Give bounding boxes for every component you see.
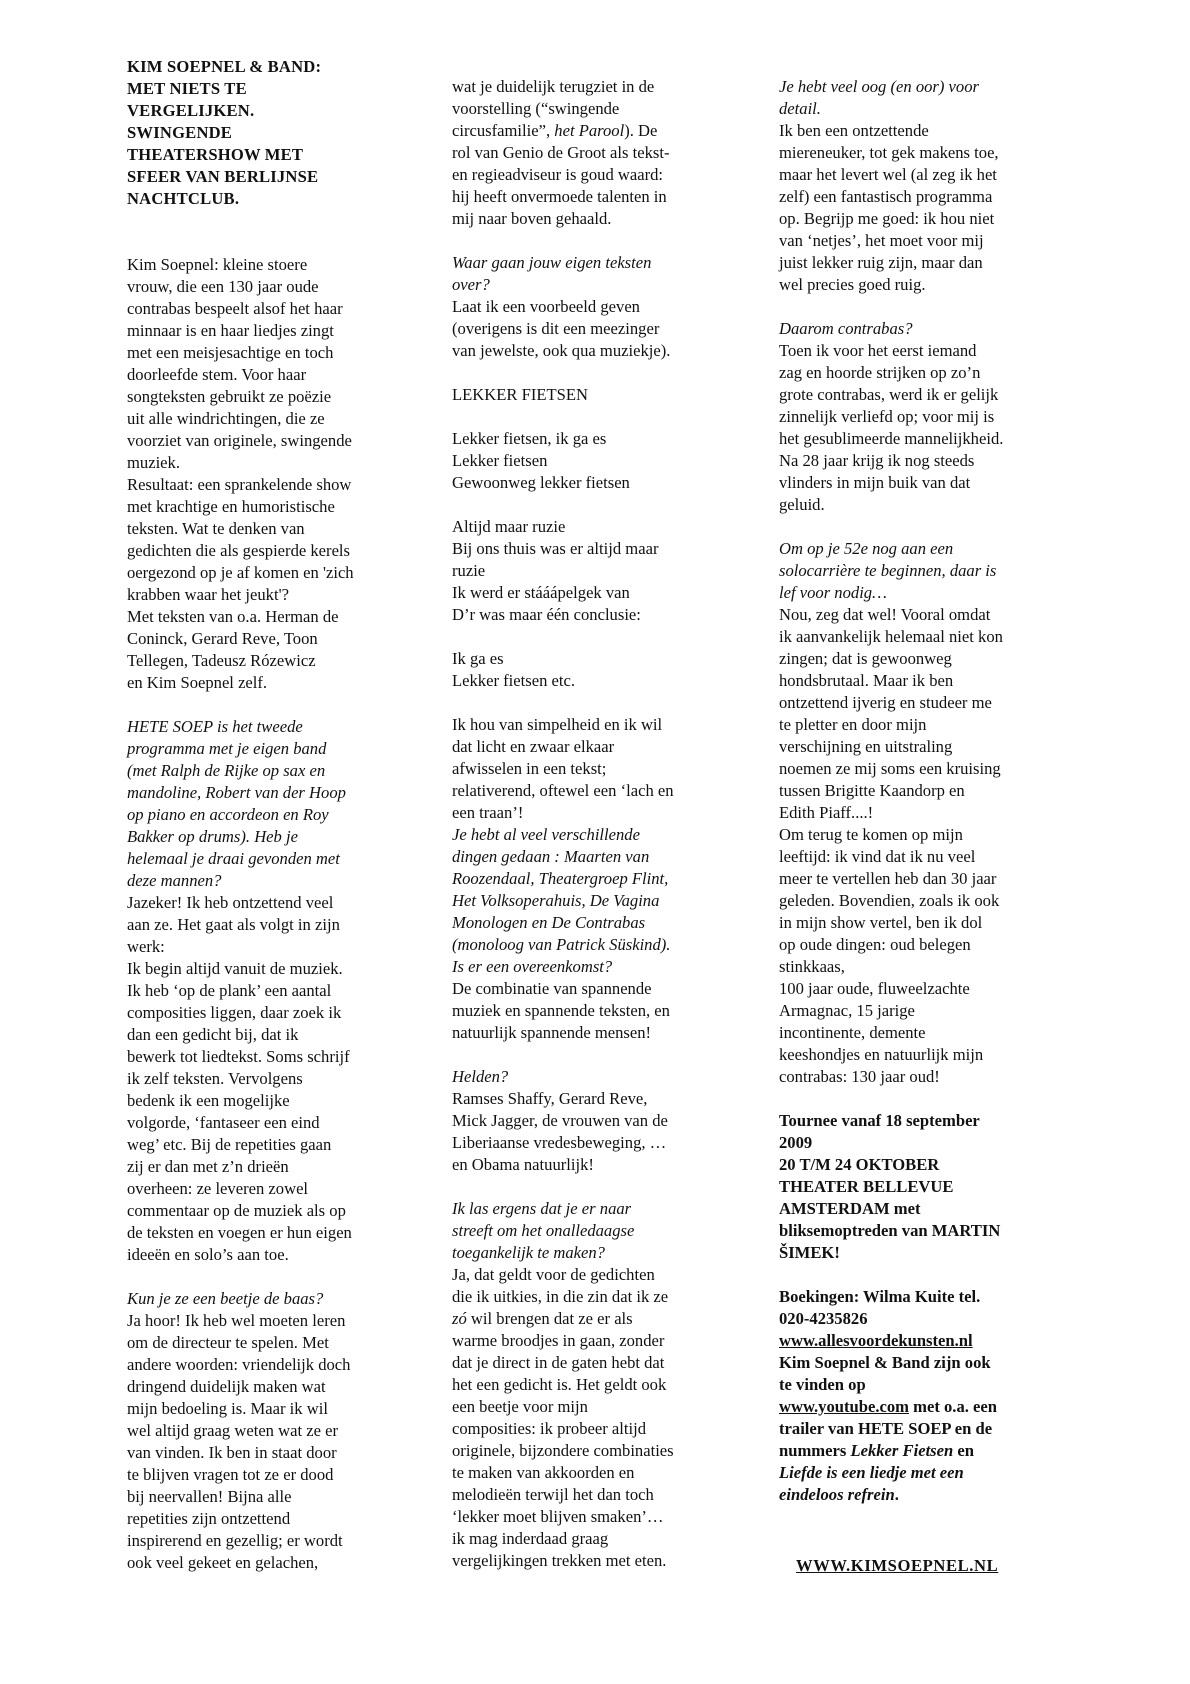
- song-name-1: Lekker Fietsen: [850, 1441, 954, 1460]
- answer-boss: Ja hoor! Ik heb wel moeten leren om de directeur te spelen. Met andere woorden: vriendelijk doch dringend duidelijk maken wat mijn bedoeling is. Maar ik wil wel altijd graag weten wat ze er van vinden. Ik ben in staat door te blijven vragen tot ze er dood bij neervallen! Bijna alle repetities zijn ontzettend inspirerend en gezellig; er wordt ook veel gekeet en gelachen,: [127, 1311, 351, 1572]
- column-3: [779, 76, 1051, 1506]
- simplicity-paragraph: Ik hou van simpelheid en ik wil dat licht en zwaar elkaar afwisselen in een tekst; relativerend, oftewel een ‘lach en een traan’!: [452, 715, 674, 822]
- question-band: HETE SOEP is het tweede programma met je eigen band (met Ralph de Rijke op sax en mandoline, Robert van der Hoop op piano en accordeon en Roy Bakker op drums). Heb je helemaal je draai gevonden met deze mannen?: [127, 717, 346, 890]
- question-projects: Je hebt al veel verschillende dingen gedaan : Maarten van Roozendaal, Theatergroep Flint, Het Volksoperahuis, De Vagina Monologen en De Contrabas (monoloog van Patrick Süskind). Is er een overeenkomst?: [452, 825, 671, 976]
- question-accessible: Ik las ergens dat je er naar streeft om het onalledaagse toegankelijk te maken?: [452, 1199, 635, 1262]
- question-contrabass: Daarom contrabas?: [779, 319, 913, 338]
- question-heroes: Helden?: [452, 1067, 509, 1086]
- intro-paragraph: Kim Soepnel: kleine stoere vrouw, die een 130 jaar oude contrabas bespeelt alsof het haar minnaar is en haar liedjes zingt met een meisjesachtige en toch doorleefde stem. Voor haar songteksten gebruikt ze poëzie uit alle windrichtingen, die ze voorziet van originele, swingende muziek. Resultaat: een sprankelende show met krachtige en humoristische teksten. Wat te denken van gedichten die als gespierde kerels oergezond op je af komen en 'zich krabben waar het jeukt'? Met teksten van o.a. Herman de Coninck, Gerard Reve, Toon Tellegen, Tadeusz Rózewicz en Kim Soepnel zelf.: [127, 255, 354, 692]
- conjunction-text: en: [957, 1441, 974, 1460]
- song-title: LEKKER FIETSEN: [452, 385, 588, 404]
- column-1: [127, 56, 399, 1574]
- answer-detail: Ik ben een ontzettende miereneuker, tot gek makens toe, maar het levert wel (al zeg ik het zelf) een fantastisch programma op. Begrijp me goed: ik hou niet van ‘netjes’, het moet voor mij juist lekker ruig zijn, maar dan wel precies goed ruig.: [779, 121, 999, 294]
- question-lyrics: Waar gaan jouw eigen teksten over?: [452, 253, 652, 294]
- continued-text-b: ). De rol van Genio de Groot als tekst- en regieadviseur is goud waard: hij heeft onvermoede talenten in mij naar boven gehaald.: [452, 121, 670, 228]
- answer-solo-career: Nou, zeg dat wel! Vooral omdat ik aanvankelijk helemaal niet kon zingen; dat is gewoonweg hondsbrutaal. Maar ik ben ontzettend ijverig en studeer me te pletter en door mijn verschijning en uitstraling noemen ze mij soms een kruising tussen Brigitte Kaandorp en Edith Piaff....! Om terug te komen op mijn leeftijd: ik vind dat ik nu veel meer te vertellen heb dan 30 jaar geleden. Bovendien, zoals ik ook in mijn show vertel, ben ik dol op oude dingen: oud belegen stinkkaas, 100 jaar oude, fluweelzachte Armagnac, 15 jarige incontinente, demente keeshondjes en natuurlijk mijn contrabas: 130 jaar oud!: [779, 605, 1003, 1086]
- booking-website-link[interactable]: www.allesvoordekunsten.nl: [779, 1331, 973, 1350]
- song-verse-1: Lekker fietsen, ik ga es Lekker fietsen Gewoonweg lekker fietsen: [452, 429, 630, 492]
- answer-projects: De combinatie van spannende muziek en spannende teksten, en natuurlijk spannende mensen!: [452, 979, 670, 1042]
- column-2: [452, 76, 724, 1572]
- question-boss: Kun je ze een beetje de baas?: [127, 1289, 324, 1308]
- answer-accessible-a: Ja, dat geldt voor de gedichten die ik uitkies, in die zin dat ik ze: [452, 1265, 669, 1306]
- answer-lyrics: Laat ik een voorbeeld geven (overigens is dit een meezinger van jewelste, ook qua muziekje).: [452, 297, 671, 360]
- booking-text: Boekingen: Wilma Kuite tel. 020-4235826: [779, 1287, 981, 1328]
- find-us-text-2: met o.a. een trailer van HETE SOEP en de nummers: [779, 1397, 998, 1460]
- tour-info: Tournee vanaf 18 september 2009 20 T/M 24 OKTOBER THEATER BELLEVUE AMSTERDAM met bliksemoptreden van MARTIN ŠIMEK!: [779, 1111, 1001, 1262]
- booking-info: [779, 1286, 1051, 1506]
- song-verse-2: Altijd maar ruzie Bij ons thuis was er altijd maar ruzie Ik werd er stááápelgek van D’r was maar één conclusie:: [452, 517, 659, 624]
- answer-band: Jazeker! Ik heb ontzettend veel aan ze. Het gaat als volgt in zijn werk: Ik begin altijd vanuit de muziek. Ik heb ‘op de plank’ een aantal composities liggen, daar zoek ik dan een gedicht bij, dat ik bewerk tot liedtekst. Soms schrijf ik zelf teksten. Vervolgens bedenk ik een mogelijke volgorde, ‘fantaseer een eind weg’ etc. Bij de repetities gaan zij er dan met z’n drieën overheen: ze leveren zowel commentaar op de muziek als op de teksten en voegen er hun eigen ideeën en solo’s aan toe.: [127, 893, 352, 1264]
- youtube-link[interactable]: www.youtube.com: [779, 1397, 909, 1416]
- answer-accessible-b: wil brengen dat ze er als warme broodjes in gaan, zonder dat je direct in de gaten hebt dat het een gedicht is. Het geldt ook een beetje voor mijn composities: ik probeer altijd originele, bijzondere combinaties te maken van akkoorden en melodieën terwijl het dan toch ‘lekker moet blijven smaken’… ik mag inderdaad graag vergelijkingen trekken met eten.: [452, 1309, 674, 1570]
- answer-accessible: [452, 1264, 724, 1572]
- find-us-text: Kim Soepnel & Band zijn ook te vinden op: [779, 1353, 991, 1394]
- question-solo-career: Om op je 52e nog aan een solocarrière te beginnen, daar is lef voor nodig…: [779, 539, 997, 602]
- answer-heroes: Ramses Shaffy, Gerard Reve, Mick Jagger, de vrouwen van de Liberiaanse vredesbeweging, … en Obama natuurlijk!: [452, 1089, 668, 1174]
- website-footer-link[interactable]: WWW.KIMSOEPNEL.NL: [796, 1556, 999, 1575]
- continued-text-a: wat je duidelijk terugziet in de voorstelling (“swingende circusfamilie”,: [452, 77, 655, 140]
- headline: KIM SOEPNEL & BAND: MET NIETS TE VERGELIJKEN. SWINGENDE THEATERSHOW MET SFEER VAN BERLIJNSE NACHTCLUB.: [127, 57, 322, 208]
- song-verse-3: Ik ga es Lekker fietsen etc.: [452, 649, 576, 690]
- newspaper-name: het Parool: [554, 121, 625, 140]
- period: .: [894, 1485, 899, 1504]
- question-detail: Je hebt veel oog (en oor) voor detail.: [779, 77, 979, 118]
- answer-contrabass: Toen ik voor het eerst iemand zag en hoorde strijken op zo’n grote contrabas, werd ik er gelijk zinnelijk verliefd op; voor mij is het gesublimeerde mannelijkheid. Na 28 jaar krijg ik nog steeds vlinders in mijn buik van dat geluid.: [779, 341, 1004, 514]
- continued-paragraph: [452, 76, 724, 230]
- emphasis-zo: zó: [452, 1309, 467, 1328]
- song-name-2: Liefde is een liedje met een eindeloos refrein: [779, 1463, 964, 1504]
